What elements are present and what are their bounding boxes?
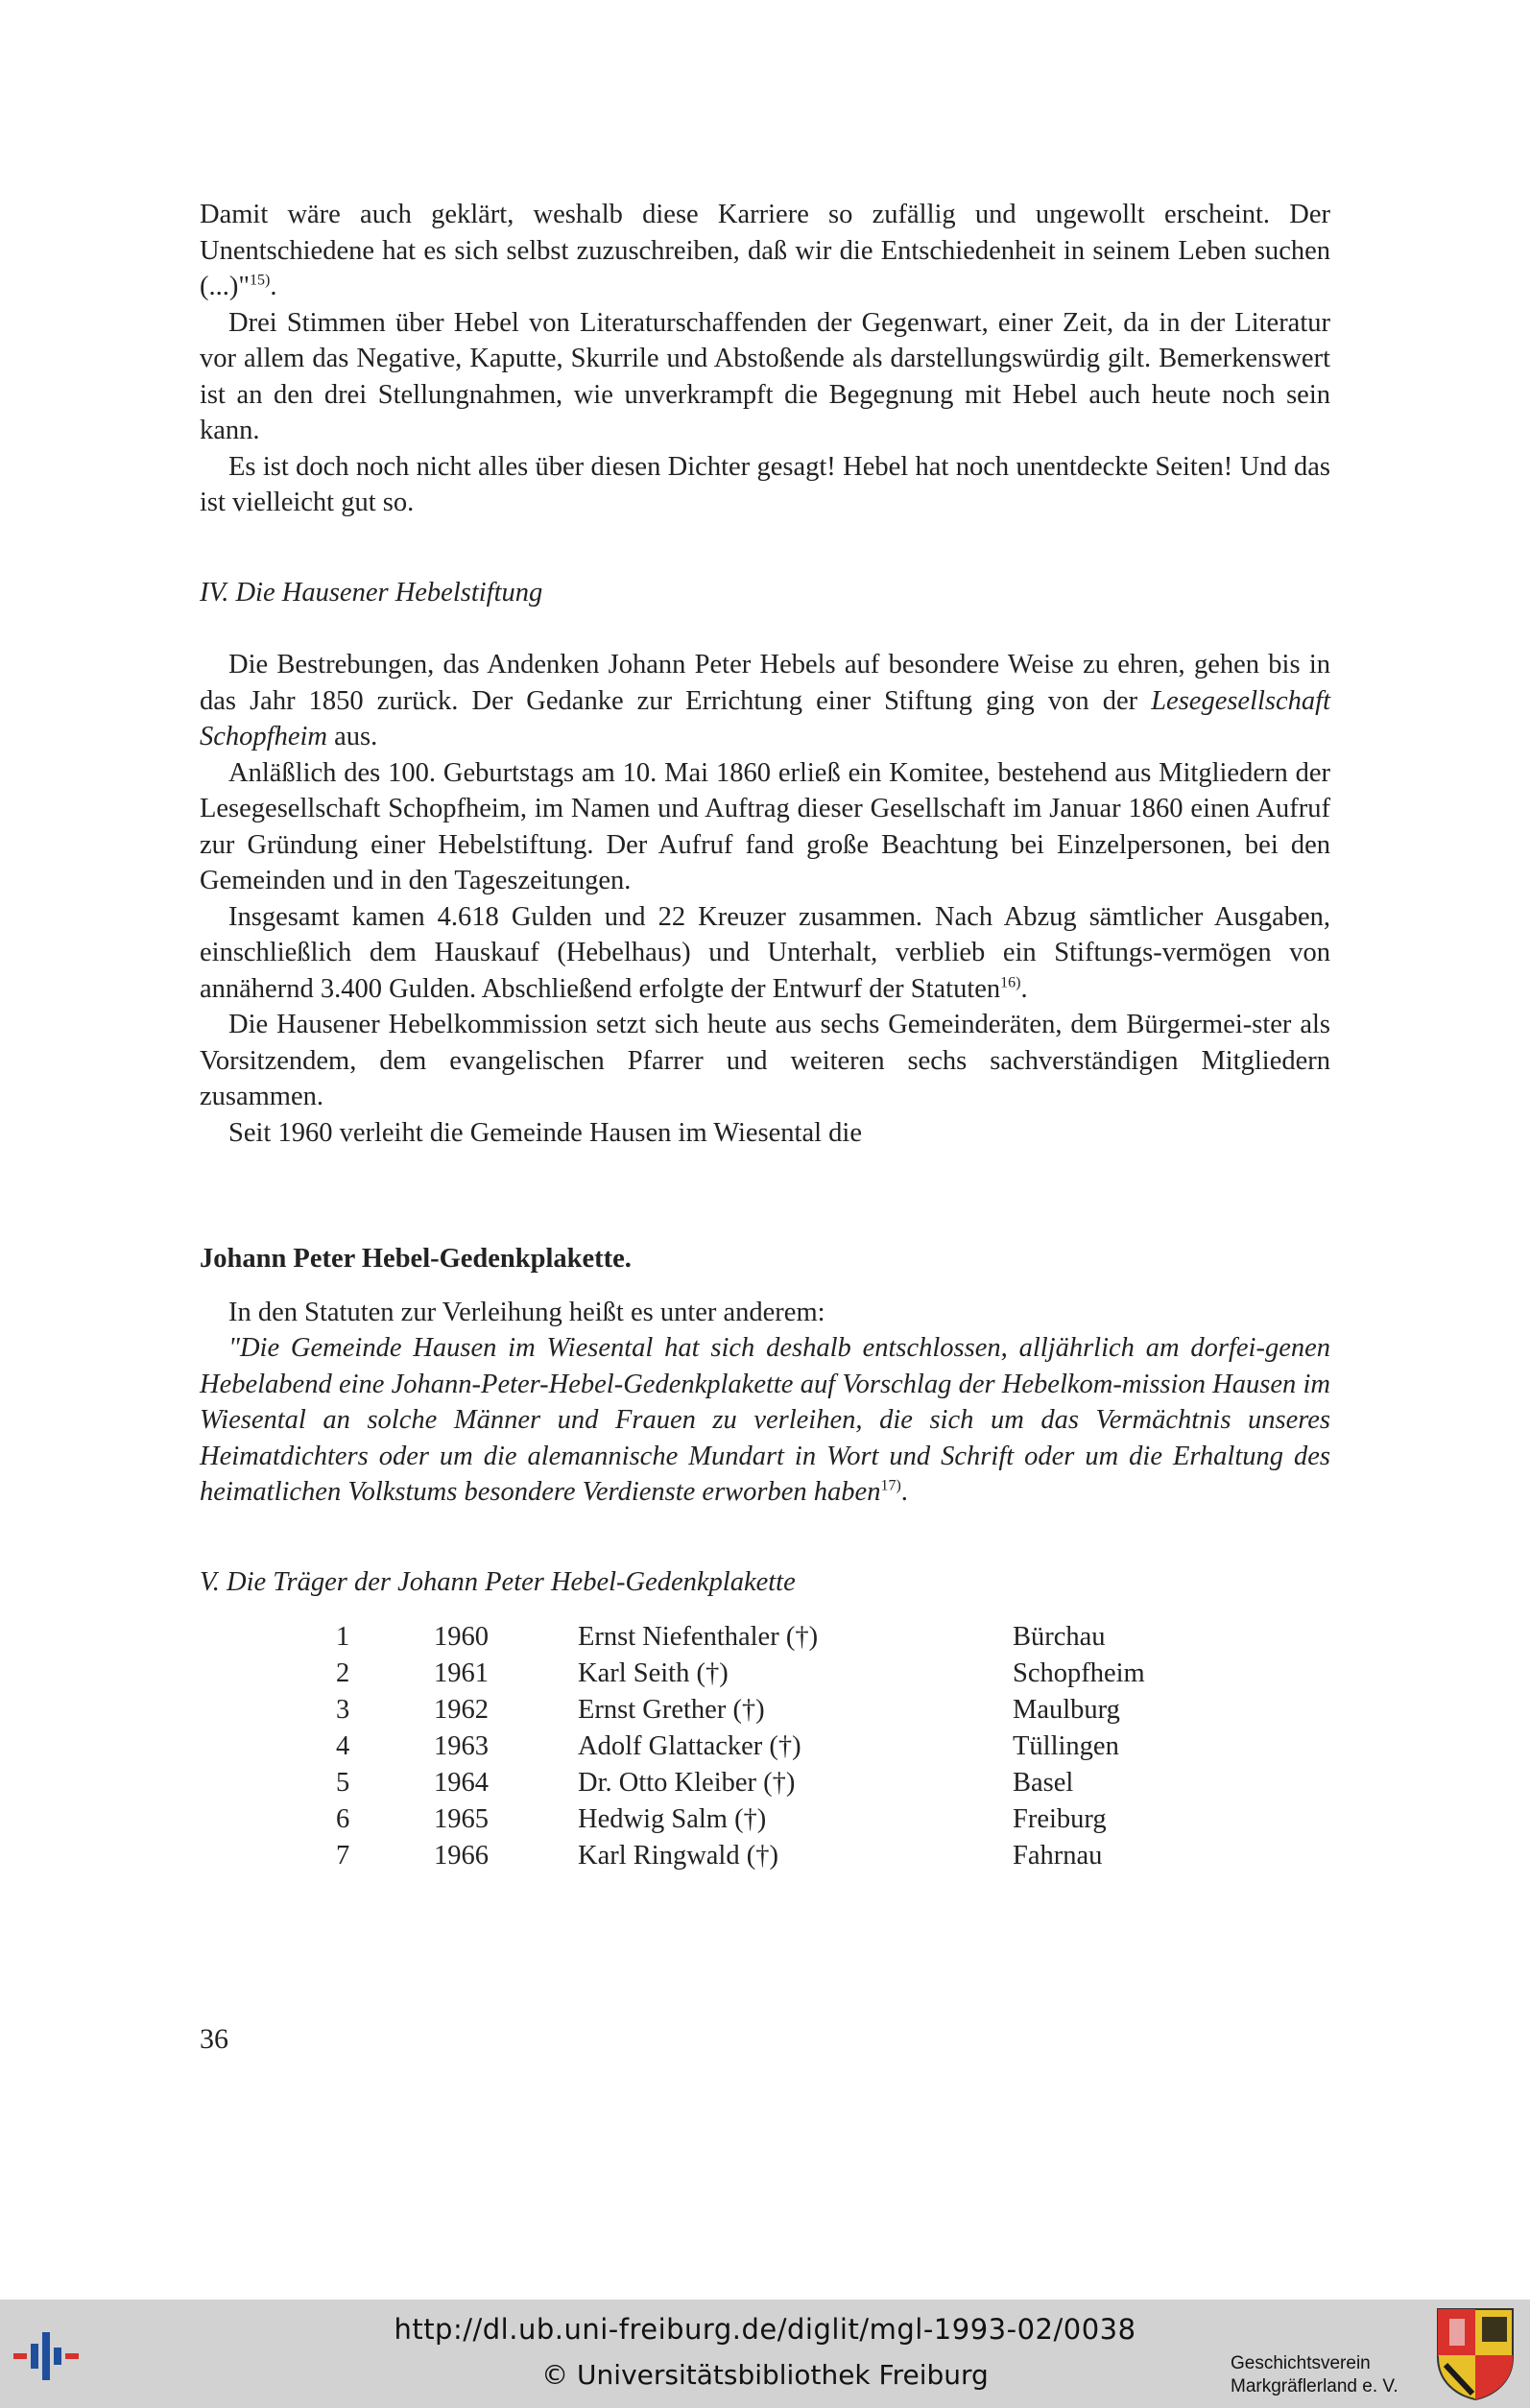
- society-line: Geschichtsverein: [1231, 2353, 1371, 2373]
- society-name: [1231, 2352, 1399, 2398]
- page-number: 36: [200, 2023, 228, 2055]
- row-name: Ernst Grether (†): [578, 1695, 765, 1725]
- row-year: 1961: [434, 1658, 489, 1688]
- paragraph: Die Hausener Hebelkommission setzt sich heute aus sechs Gemeinderäten, dem Bürgermei-ster als Vorsitzendem, dem evangelischen Pfarrer und weiteren sechs sachverständigen Mitgliedern zusammen.: [200, 1010, 1330, 1111]
- row-year: 1966: [434, 1841, 489, 1871]
- table-row: [336, 1692, 1205, 1729]
- footer-url[interactable]: http://dl.ub.uni-freiburg.de/diglit/mgl-1993-02/0038: [394, 2313, 1136, 2346]
- row-year: 1963: [434, 1731, 489, 1761]
- paragraph: Insgesamt kamen 4.618 Gulden und 22 Kreuzer zusammen. Nach Abzug sämtlicher Ausgaben, einschließlich dem Hauskauf (Hebelhaus) und Unterhalt, verblieb ein Stiftungs-vermögen von annähernd 3.400 Gulden. Abschließend erfolgte der Entwurf der Statuten$^{16)}$.: [200, 901, 1330, 1004]
- statute-quote: "Die Gemeinde Hausen im Wiesental hat sich deshalb entschlossen, alljährlich am dorfei-genen Hebelabend eine Johann-Peter-Hebel-Gedenkplakette auf Vorschlag der Hebelkom-mission Hausen im Wiesental an solche Männer und Frauen zu verleihen, die sich um das Vermächtnis unseres Heimatdichters oder um die alemannische Mundart in Wort und Schrift oder um die Erhaltung des heimatlichen Volkstums besondere Verdienste erworben haben$^{17)}$.: [200, 1333, 1330, 1507]
- row-place: Basel: [1013, 1768, 1074, 1798]
- table-row: [336, 1619, 1205, 1656]
- row-name: Ernst Niefenthaler (†): [578, 1622, 819, 1652]
- row-name: Dr. Otto Kleiber (†): [578, 1768, 796, 1798]
- row-number: 7: [336, 1841, 350, 1871]
- plakette-heading: Johann Peter Hebel-Gedenkplakette.: [200, 1244, 632, 1274]
- row-name: Adolf Glattacker (†): [578, 1731, 801, 1761]
- row-place: Bürchau: [1013, 1622, 1106, 1652]
- paragraph: Die Bestrebungen, das Andenken Johann Peter Hebels auf besondere Weise zu ehren, gehen bis in das Jahr 1850 zurück. Der Gedanke zur Errichtung einer Stiftung ging von der Lesegesellschaft Schopfheim aus.: [200, 650, 1330, 751]
- section-heading: V. Die Träger der Johann Peter Hebel-Gedenkplakette: [200, 1566, 796, 1597]
- table-row: [336, 1801, 1205, 1838]
- row-place: Fahrnau: [1013, 1841, 1103, 1871]
- row-year: 1964: [434, 1768, 489, 1798]
- table-row: [336, 1765, 1205, 1801]
- footer-bar: [0, 2300, 1530, 2408]
- society-line: Markgräflerland e. V.: [1231, 2376, 1399, 2396]
- row-name: Karl Ringwald (†): [578, 1841, 778, 1871]
- table-row: [336, 1838, 1205, 1874]
- paragraph: Drei Stimmen über Hebel von Literaturschaffenden der Gegenwart, einer Zeit, da in der Literatur vor allem das Negative, Kaputte, Skurrile und Abstoßende als darstellungswürdig gilt. Bemerkenswert ist an den drei Stellungnahmen, wie unverkrampft die Begegnung mit Hebel auch heute noch sein kann.: [200, 307, 1330, 445]
- coat-of-arms-icon: [1436, 2307, 1515, 2401]
- footer-copyright: © Universitätsbibliothek Freiburg: [541, 2359, 989, 2391]
- row-place: Freiburg: [1013, 1804, 1107, 1834]
- row-number: 2: [336, 1658, 350, 1688]
- row-number: 1: [336, 1622, 350, 1652]
- row-year: 1962: [434, 1695, 489, 1725]
- row-name: Hedwig Salm (†): [578, 1804, 767, 1834]
- row-place: Schopfheim: [1013, 1658, 1145, 1688]
- paragraph: Damit wäre auch geklärt, weshalb diese Karriere so zufällig und ungewollt erscheint. Der Unentschiedene hat es sich selbst zuzuschreiben, daß wir die Entschiedenheit in seinem Leben suchen (...)"$^{15)}$.: [200, 200, 1330, 301]
- paragraph: Anläßlich des 100. Geburtstags am 10. Mai 1860 erließ ein Komitee, bestehend aus Mitgliedern der Lesegesellschaft Schopfheim, im Namen und Auftrag dieser Gesellschaft im Januar 1860 einen Aufruf zur Gründung einer Hebelstiftung. Der Aufruf fand große Beachtung bei Einzelpersonen, bei den Gemeinden und in den Tageszeitungen.: [200, 757, 1330, 895]
- row-year: 1960: [434, 1622, 489, 1652]
- row-place: Maulburg: [1013, 1695, 1120, 1725]
- row-place: Tüllingen: [1013, 1731, 1119, 1761]
- table-row: [336, 1656, 1205, 1692]
- paragraph: Es ist doch noch nicht alles über diesen Dichter gesagt! Hebel hat noch unentdeckte Seiten! Und das ist vielleicht gut so.: [200, 451, 1330, 517]
- paragraph: Seit 1960 verleiht die Gemeinde Hausen im Wiesental die: [228, 1117, 862, 1148]
- row-year: 1965: [434, 1804, 489, 1834]
- paragraph: In den Statuten zur Verleihung heißt es unter anderem:: [228, 1297, 825, 1327]
- table-row: [336, 1729, 1205, 1765]
- row-number: 4: [336, 1731, 350, 1761]
- row-number: 6: [336, 1804, 350, 1834]
- row-number: 5: [336, 1768, 350, 1798]
- awards-table: [336, 1619, 1205, 1874]
- page-body: [200, 197, 1330, 1874]
- section-heading: IV. Die Hausener Hebelstiftung: [200, 577, 543, 608]
- row-number: 3: [336, 1695, 350, 1725]
- row-name: Karl Seith (†): [578, 1658, 729, 1688]
